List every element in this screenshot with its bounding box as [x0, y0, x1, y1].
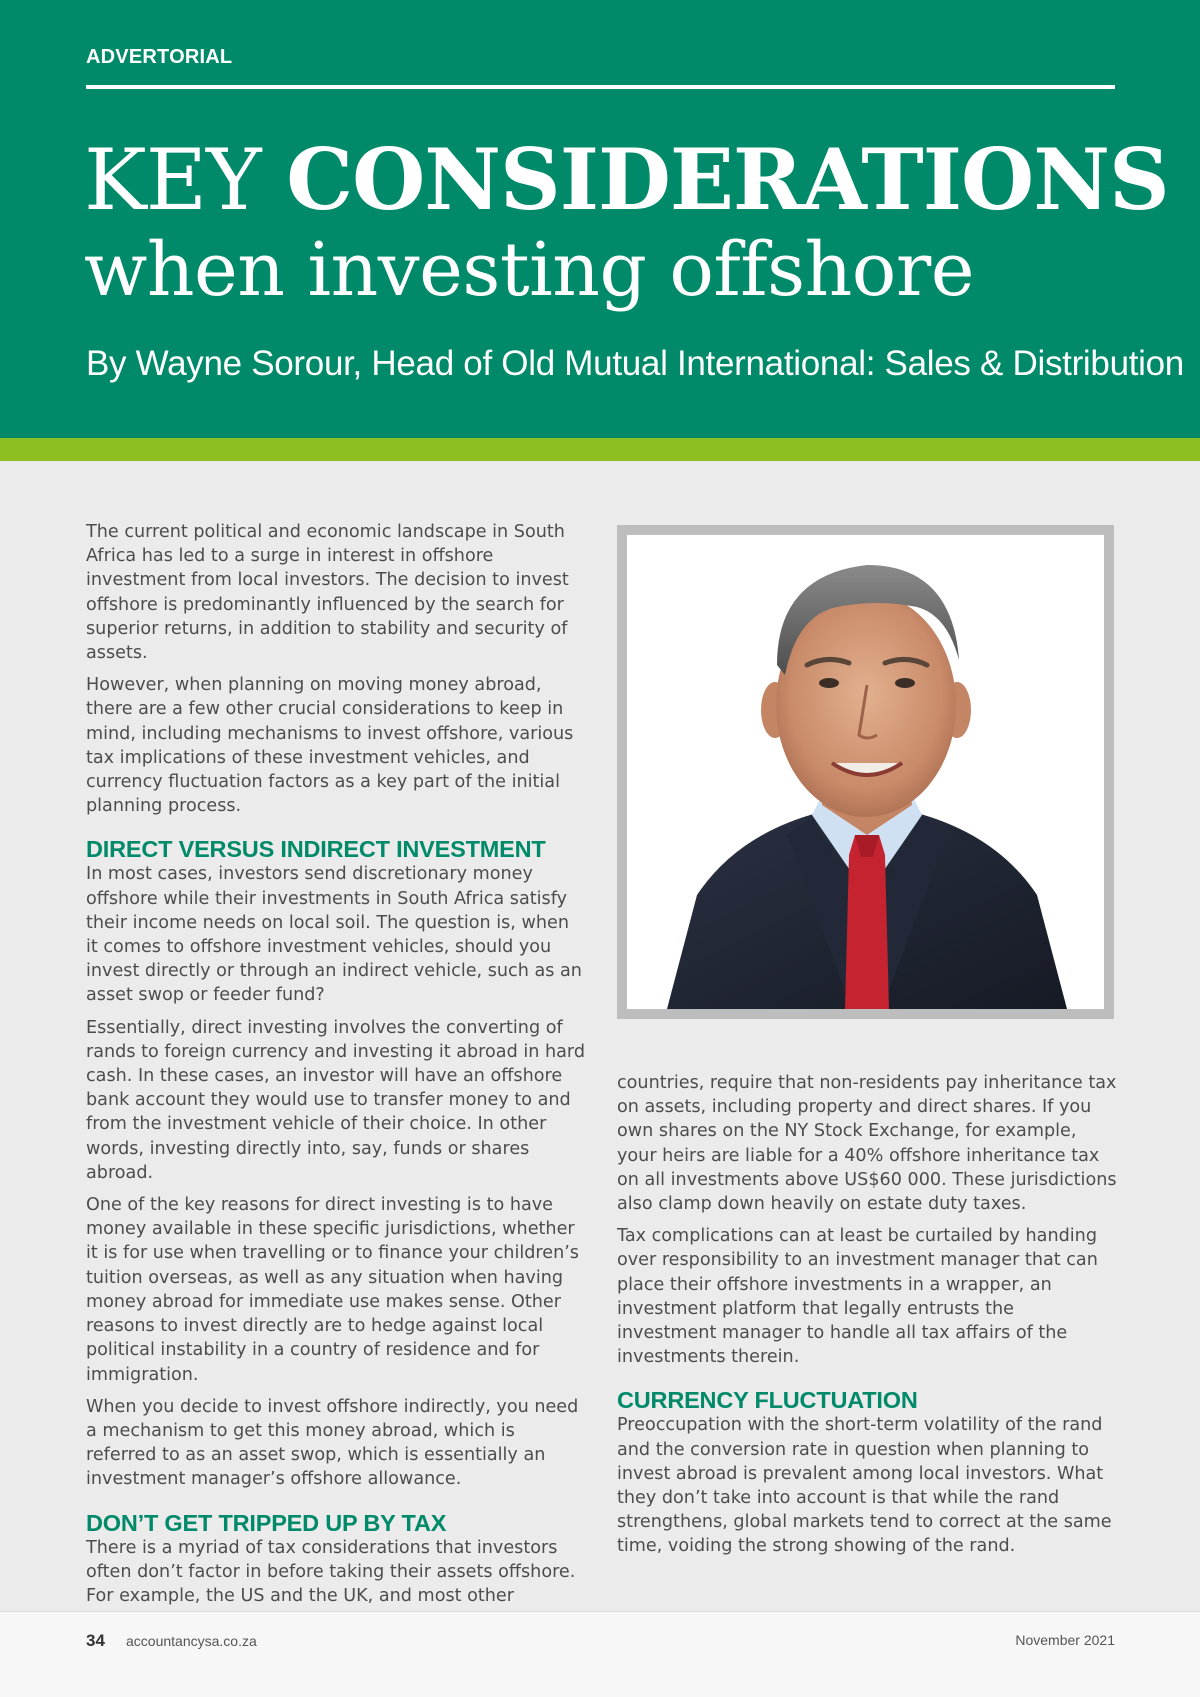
paragraph: Essentially, direct investing involves the converting of rands to foreign currency and investing it abroad in hard cash. In these cases, an investor will have an offshore bank account they would use to transfer money to and from the investment vehicle of their choice. In other words, investing directly into, say, funds or shares abroad. [86, 1017, 585, 1183]
paragraph: The current political and economic landscape in South Africa has led to a surge in interest in offshore investment from local investors. The decision to invest offshore is predominantly influenced by the search for superior returns, in addition to stability and security of assets. [86, 522, 569, 664]
paragraph: However, when planning on moving money abroad, there are a few other crucial considerations to keep in mind, including mechanisms to invest offshore, various tax implications of these investment vehicles, and currency fluctuation factors as a key part of the initial planning process. [86, 675, 574, 817]
page-footer [0, 1611, 1200, 1697]
section-heading: CURRENCY FLUCTUATION [617, 1387, 918, 1414]
article-byline: By Wayne Sorour, Head of Old Mutual International: Sales & Distribution [86, 344, 1184, 383]
paragraph: There is a myriad of tax considerations that investors often don’t factor in before taking their assets offshore. For example, the US and the UK, and most other [86, 1537, 576, 1606]
section-heading: DIRECT VERSUS INDIRECT INVESTMENT [86, 836, 546, 863]
article-title-light: KEY [84, 131, 287, 229]
section-label: ADVERTORIAL [86, 46, 233, 68]
paragraph: countries, require that non-residents pay inheritance tax on assets, including property and direct shares. If you own shares on the NY Stock Exchange, for example, your heirs are liable for a 40% offshore inheritance tax on all investments above US$60 000. These jurisdictions also clamp down heavily on estate duty taxes. [617, 1073, 1117, 1215]
section-heading: DON’T GET TRIPPED UP BY TAX [86, 1509, 447, 1536]
issue-date: November 2021 [1015, 1632, 1115, 1648]
paragraph: In most cases, investors send discretionary money offshore while their investments in South Africa satisfy their income needs on local soil. The question is, when it comes to offshore investment vehicles, should you invest directly or through an indirect vehicle, such as an asset swop or feeder fund? [86, 864, 582, 1006]
paragraph: When you decide to invest offshore indirectly, you need a mechanism to get this money abroad, which is referred to as an asset swop, which is essentially an investment manager’s offshore allowance. [86, 1396, 579, 1490]
author-photo [627, 535, 1104, 1009]
paragraph: Tax complications can at least be curtailed by handing over responsibility to an investment manager that can place their offshore investments in a wrapper, an investment platform that legally entrusts the investment manager to handle all tax affairs of the investments therein. [617, 1226, 1098, 1368]
paragraph: One of the key reasons for direct investing is to have money available in these specific jurisdictions, whether it is for use when travelling or to finance your children’s tuition overseas, as well as any situation when having money abroad for immediate use makes sense. Other reasons to invest directly are to hedge against local political instability in a country of residence and for immigration. [86, 1195, 579, 1385]
article-title [84, 130, 1169, 230]
author-photo-frame [617, 525, 1114, 1019]
header-divider [86, 85, 1115, 89]
article-title-bold: CONSIDERATIONS [286, 130, 1169, 229]
page-number: 34 [86, 1631, 105, 1650]
accent-band [0, 438, 1200, 461]
header-banner [0, 0, 1200, 438]
article-subtitle: when investing offshore [84, 227, 975, 313]
article-column-left [86, 520, 586, 1616]
website-link[interactable]: accountancysa.co.za [126, 1633, 257, 1649]
paragraph: Preoccupation with the short-term volatility of the rand and the conversion rate in question when planning to invest abroad is prevalent among local investors. What they don’t take into account is that while the rand strengthens, global markets tend to correct at the same time, voiding the strong showing of the rand. [617, 1415, 1112, 1557]
article-column-right [617, 1071, 1117, 1567]
